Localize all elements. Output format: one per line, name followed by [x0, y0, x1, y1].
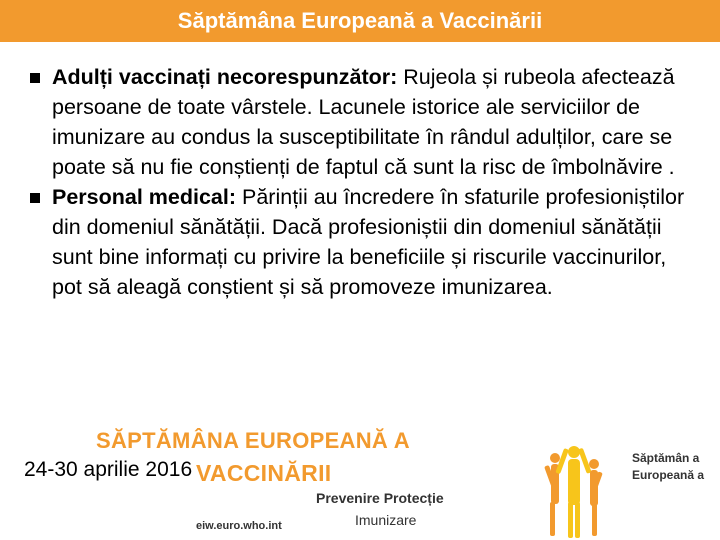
campaign-tag-imunizare: Imunizare: [355, 512, 417, 528]
slide-title-bar: [0, 0, 720, 42]
bullet-text: Părinții au încredere în sfaturile profesioniștilor din domeniul sănătății. Dacă profesioniștii din domeniul sănătății sunt bine informați cu privire la beneficiile și riscurile vaccinurilor, pot să aleagă conștient și să promoveze imunizarea.: [52, 185, 685, 299]
bullet-label: Adulți vaccinați necorespunzător:: [52, 65, 398, 89]
square-bullet-icon: [30, 193, 40, 203]
slide-title: Săptămâna Europeană a Vaccinării: [177, 8, 543, 33]
bullet-item-medical-staff: [30, 182, 690, 302]
square-bullet-icon: [30, 73, 40, 83]
bullet-text: Rujeola și rubeola afectează persoane de toate vârstele. Lacunele istorice ale serviciilor de imunizare au condus la susceptibilitate în rândul adulților, care se poate să nu fie conștienți de faptul că sunt la risc de îmbolnăvire .: [52, 65, 675, 179]
campaign-people-logo-icon: [540, 442, 610, 540]
side-campaign-text: Săptămân a Europeană a: [632, 451, 705, 482]
campaign-tags: Prevenire Protecție: [316, 490, 444, 506]
campaign-date: 24-30 aprilie 2016: [24, 458, 193, 481]
bullet-item-adults: [30, 62, 690, 182]
bullet-label: Personal medical:: [52, 185, 237, 209]
bullet-list: [30, 62, 690, 302]
campaign-title-line2: VACCINĂRII: [196, 460, 332, 486]
campaign-url: eiw.euro.who.int: [196, 520, 282, 532]
campaign-title-line1: SĂPTĂMÂNA EUROPEANĂ A: [96, 428, 410, 453]
